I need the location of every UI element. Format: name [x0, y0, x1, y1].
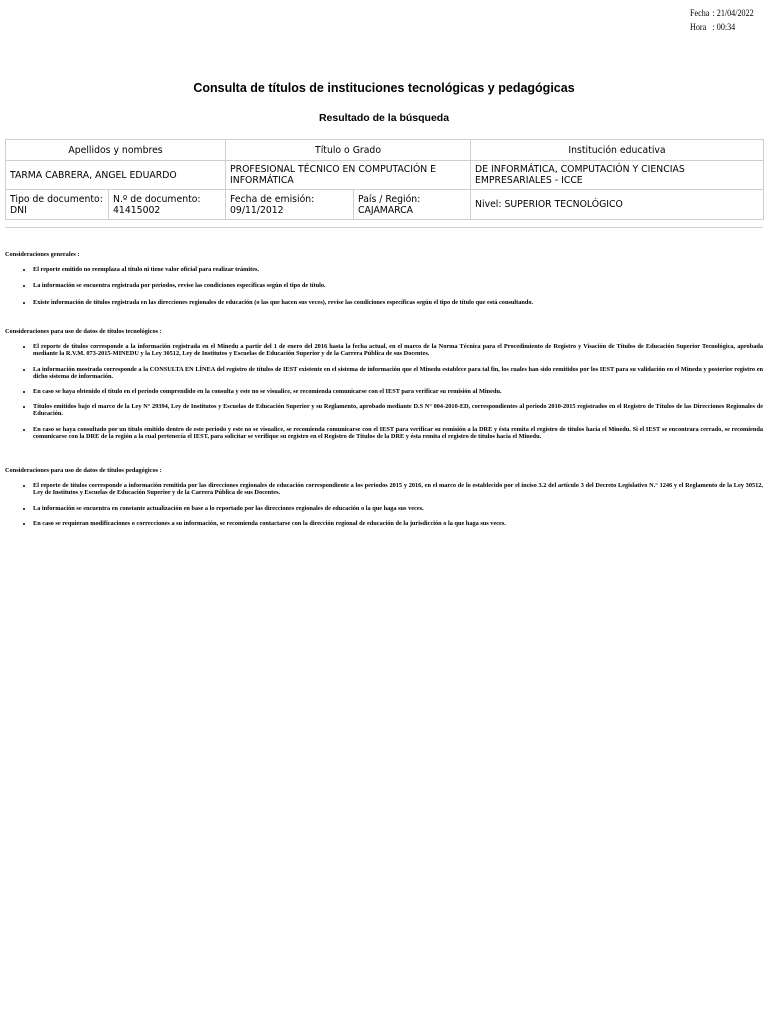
date-value: : 21/04/2022	[712, 8, 754, 18]
list-item: • La información se encuentra registrada por periodos, revise las condiciones específicas según el tipo de título.	[33, 282, 763, 289]
list-item: • Existe información de títulos registrada en las direcciones regionales de educación (o las que hacen sus veces), revise las condiciones específicas según el tipo de título que está consultando.	[33, 299, 763, 306]
time-row	[690, 20, 757, 34]
date-time-stamp	[690, 6, 757, 34]
date-row	[690, 6, 757, 20]
section-heading: Consideraciones para uso de datos de títulos tecnológicos :	[5, 328, 162, 335]
time-label: Hora	[690, 22, 707, 32]
institution-name: DE INFORMÁTICA, COMPUTACIÓN Y CIENCIAS EMPRESARIALES - ICCE	[471, 161, 764, 190]
doc-type-value: DNI	[10, 204, 27, 216]
table-row	[6, 190, 764, 220]
graduate-name: TARMA CABRERA, ANGEL EDUARDO	[6, 161, 226, 190]
list-item: • El reporte emitido no reemplaza al título ni tiene valor oficial para realizar trámites.	[33, 266, 763, 273]
bullet-list	[5, 482, 763, 527]
degree-title: PROFESIONAL TÉCNICO EN COMPUTACIÓN E INFORMÁTICA	[226, 161, 471, 190]
header-degree: Título o Grado	[226, 140, 471, 161]
education-level: Nivel: SUPERIOR TECNOLÓGICO	[471, 190, 764, 220]
header-institution: Institución educativa	[471, 140, 764, 161]
doc-number-value: 41415002	[113, 204, 161, 216]
list-item: • La información mostrada corresponde a la CONSULTA EN LÍNEA del registro de títulos de IEST existente en el sistema de información que el Minedu establece para tal fin, los cuales han sido remitidos por los IEST para su validación en el Minedu y posterior registro en dicho sistema de información.	[33, 366, 763, 380]
region-label: País / Región:	[358, 193, 421, 205]
list-item: • El reporte de títulos corresponde a la información registrada en el Minedu a partir del 1 de enero del 2016 hasta la fecha actual, en el marco de la Norma Técnica para el Procedimiento de Registro y Visación de Títulos de Educación Superior Tecnológica, aprobada mediante la R.V.M. 073-2015-MINEDU y la Ley 30512, Ley de Institutos y Escuelas de Educación Superior y de la Carrera Pública de sus Docentes.	[33, 343, 763, 357]
doc-type-label: Tipo de documento:	[10, 193, 103, 205]
bullet-list	[5, 266, 763, 306]
doc-number-label: N.º de documento:	[113, 193, 201, 205]
page-title: Consulta de títulos de instituciones tecnológicas y pedagógicas	[193, 81, 575, 95]
header-names: Apellidos y nombres	[6, 140, 226, 161]
list-item: • El reporte de títulos corresponde a información remitida por las direcciones regionales de educación correspondiente a los periodos 2015 y 2016, en el marco de lo establecido por el inciso 3.2 del artículo 3 del Decreto Legislativo N.° 1246 y el Reglamento de la Ley 30512, Ley de Institutos y Escuelas de Educación Superior y de la Carrera Pública de sus Docentes.	[33, 482, 763, 496]
list-item: • Títulos emitidos bajo el marco de la Ley N° 29394, Ley de Institutos y Escuelas de Educación Superior y su Reglamento, aprobado mediante D.S N° 004-2010-ED, correspondientes al periodo 2010-2015 registrados en el Registro de Títulos de las Direcciones Regionales de Educación.	[33, 403, 763, 417]
pedagogical-considerations	[5, 467, 763, 527]
region-value: CAJAMARCA	[358, 204, 414, 216]
page-subtitle: Resultado de la búsqueda	[318, 112, 450, 124]
divider	[5, 227, 763, 228]
general-considerations	[5, 251, 763, 306]
technological-considerations	[5, 328, 763, 440]
table-row	[6, 161, 764, 190]
table-header-row	[6, 140, 764, 161]
doc-type-cell	[6, 190, 109, 220]
list-item: • En caso se requieran modificaciones o correcciones a su información, se recomienda contactarse con la dirección regional de educación de la jurisdicción o la que haga sus veces.	[33, 520, 763, 527]
results-table	[5, 139, 764, 220]
section-heading: Consideraciones para uso de datos de títulos pedagógicos :	[5, 467, 162, 474]
doc-number-cell	[109, 190, 226, 220]
bullet-list	[5, 343, 763, 440]
issue-date-cell	[226, 190, 354, 220]
date-label: Fecha	[690, 8, 710, 18]
section-heading: Consideraciones generales :	[5, 251, 80, 258]
issue-date-label: Fecha de emisión:	[230, 193, 315, 205]
list-item: • La información se encuentra en constante actualización en base a lo reportado por las direcciones regionales de educación o la que haga sus veces.	[33, 505, 763, 512]
region-cell	[354, 190, 471, 220]
list-item: • En caso se haya consultado por un título emitido dentro de este periodo y este no se visualice, se recomienda comunicarse con el IEST para verificar su remisión a la DRE y ésta remita el registro de títulos hacia el Minedu. Si el IEST se encontrara cerrado, se recomienda comunicarse con la DRE de la región a la cual pertenecía el IEST, para solicitar se verifique su registro en el Registro de Títulos de la DRE y ésta remita el registro de títulos hacia el Minedu.	[33, 426, 763, 440]
issue-date-value: 09/11/2012	[230, 204, 284, 216]
list-item: • En caso se haya obtenido el título en el periodo comprendido en la consulta y este no se visualice, se recomienda comunicarse con el IEST para verificar su remisión al Minedu.	[33, 388, 763, 395]
time-value: : 00:34	[712, 22, 736, 32]
